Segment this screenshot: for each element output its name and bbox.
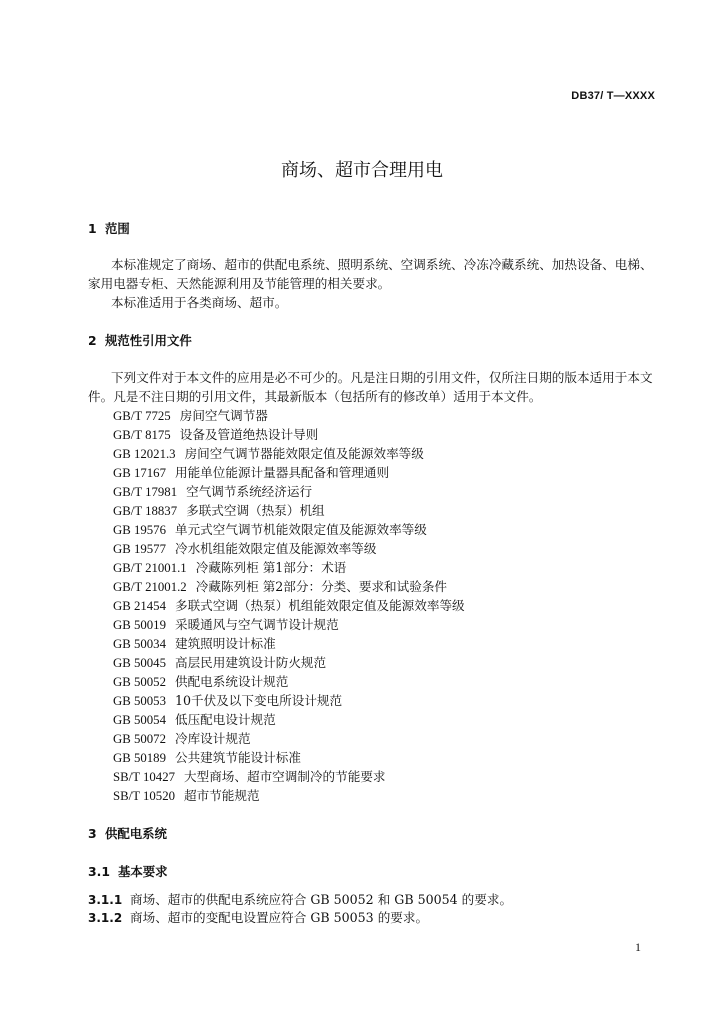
reference-item (113, 672, 465, 691)
page-number: 1 (635, 940, 641, 954)
reference-title: 超市节能规范 (184, 788, 260, 803)
section-2-heading (88, 331, 192, 350)
document-title: 商场、超市合理用电 (281, 160, 443, 181)
reference-item (113, 653, 465, 672)
reference-item (113, 729, 465, 748)
reference-code: GB/T 17981 (113, 485, 178, 499)
reference-title: 采暖通风与空气调节设计规范 (174, 617, 339, 632)
reference-title: 10千伏及以下变电所设计规范 (174, 693, 343, 708)
reference-item (113, 539, 465, 558)
paragraph-line: 家用电器专柜、天然能源利用及节能管理的相关要求。 (88, 276, 391, 291)
reference-code: GB/T 7725 (113, 409, 171, 423)
reference-item (113, 520, 465, 539)
reference-item (113, 425, 465, 444)
reference-item (113, 615, 465, 634)
reference-code: GB 50053 (113, 694, 166, 708)
reference-title: 供配电系统设计规范 (174, 674, 289, 689)
reference-code: GB 17167 (113, 466, 166, 480)
reference-title: 冷水机组能效限定值及能源效率等级 (174, 541, 377, 556)
scope-paragraphs (88, 255, 655, 312)
reference-code: GB 19576 (113, 523, 166, 537)
reference-title: 多联式空调（热泵）机组能效限定值及能源效率等级 (174, 598, 465, 613)
reference-code: GB 50019 (113, 618, 166, 632)
reference-code: GB 19577 (113, 542, 166, 556)
paragraph-line: 下列文件对于本文件的应用是必不可少的。凡是注日期的引用文件，仅所注日期的版本适用于本文 (111, 370, 653, 385)
reference-code: GB 50052 (113, 675, 166, 689)
reference-code: GB 50189 (113, 751, 166, 765)
reference-code: GB 50045 (113, 656, 166, 670)
reference-code: SB/T 10427 (113, 770, 175, 784)
paragraph-line: 本标准规定了商场、超市的供配电系统、照明系统、空调系统、冷冻冷藏系统、加热设备、电梯、 (111, 257, 653, 272)
reference-item (113, 748, 465, 767)
reference-code: GB 50054 (113, 713, 166, 727)
section-number: 1 (88, 221, 97, 236)
section-3-heading (88, 824, 167, 843)
reference-title: 设备及管道绝热设计导则 (179, 427, 319, 442)
paragraph-line: 本标准适用于各类商场、超市。 (111, 295, 288, 310)
reference-title: 低压配电设计规范 (174, 712, 276, 727)
paragraph-line: 件。凡是不注日期的引用文件，其最新版本（包括所有的修改单）适用于本文件。 (88, 389, 542, 404)
reference-title: 公共建筑节能设计标准 (174, 750, 301, 765)
reference-item (113, 786, 465, 805)
clause-3-1-1 (88, 891, 512, 909)
reference-code: GB 50072 (113, 732, 166, 746)
reference-title: 空气调节系统经济运行 (186, 484, 313, 499)
reference-item (113, 691, 465, 710)
reference-item (113, 710, 465, 729)
reference-item (113, 767, 465, 786)
reference-item (113, 463, 465, 482)
reference-item (113, 444, 465, 463)
reference-item (113, 634, 465, 653)
reference-code: GB/T 18837 (113, 504, 178, 518)
reference-list (113, 406, 465, 805)
reference-title: 房间空气调节器能效限定值及能源效率等级 (184, 446, 424, 461)
clause-3-1-2 (88, 909, 428, 927)
subsection-title: 基本要求 (118, 864, 168, 879)
reference-code: GB/T 21001.2 (113, 580, 187, 594)
clause-number: 3.1.2 (88, 911, 123, 925)
reference-title: 高层民用建筑设计防火规范 (174, 655, 327, 670)
clause-number: 3.1.1 (88, 893, 123, 907)
reference-title: 单元式空气调节机能效限定值及能源效率等级 (174, 522, 427, 537)
section-1-heading (88, 219, 130, 238)
reference-title: 冷藏陈列柜 第1部分：术语 (195, 560, 347, 575)
clause-text: 商场、超市的变配电设置应符合 GB 50053 的要求。 (130, 910, 429, 925)
reference-title: 冷库设计规范 (174, 731, 251, 746)
reference-title: 大型商场、超市空调制冷的节能要求 (184, 769, 386, 784)
section-number: 3 (88, 826, 97, 841)
reference-title: 房间空气调节器 (179, 408, 268, 423)
reference-item (113, 501, 465, 520)
reference-title: 建筑照明设计标准 (174, 636, 276, 651)
section-title: 范围 (105, 221, 130, 236)
reference-code: GB 50034 (113, 637, 166, 651)
reference-item (113, 406, 465, 425)
clause-text: 商场、超市的供配电系统应符合 GB 50052 和 GB 50054 的要求。 (130, 892, 513, 907)
reference-code: SB/T 10520 (113, 789, 175, 803)
reference-item (113, 482, 465, 501)
subsection-3-1-heading (88, 862, 168, 881)
reference-code: GB/T 8175 (113, 428, 171, 442)
reference-code: GB 21454 (113, 599, 166, 613)
reference-code: GB/T 21001.1 (113, 561, 187, 575)
reference-item (113, 596, 465, 615)
subsection-number: 3.1 (88, 864, 110, 879)
reference-title: 冷藏陈列柜 第2部分：分类、要求和试验条件 (195, 579, 448, 594)
reference-title: 多联式空调（热泵）机组 (186, 503, 325, 518)
reference-title: 用能单位能源计量器具配备和管理通则 (174, 465, 390, 480)
reference-item (113, 558, 465, 577)
section-number: 2 (88, 333, 97, 348)
normative-references-intro (88, 368, 655, 406)
reference-code: GB 12021.3 (113, 447, 176, 461)
reference-item (113, 577, 465, 596)
section-title: 规范性引用文件 (105, 333, 192, 348)
document-code: DB37/ T—XXXX (571, 90, 655, 102)
section-title: 供配电系统 (105, 826, 167, 841)
